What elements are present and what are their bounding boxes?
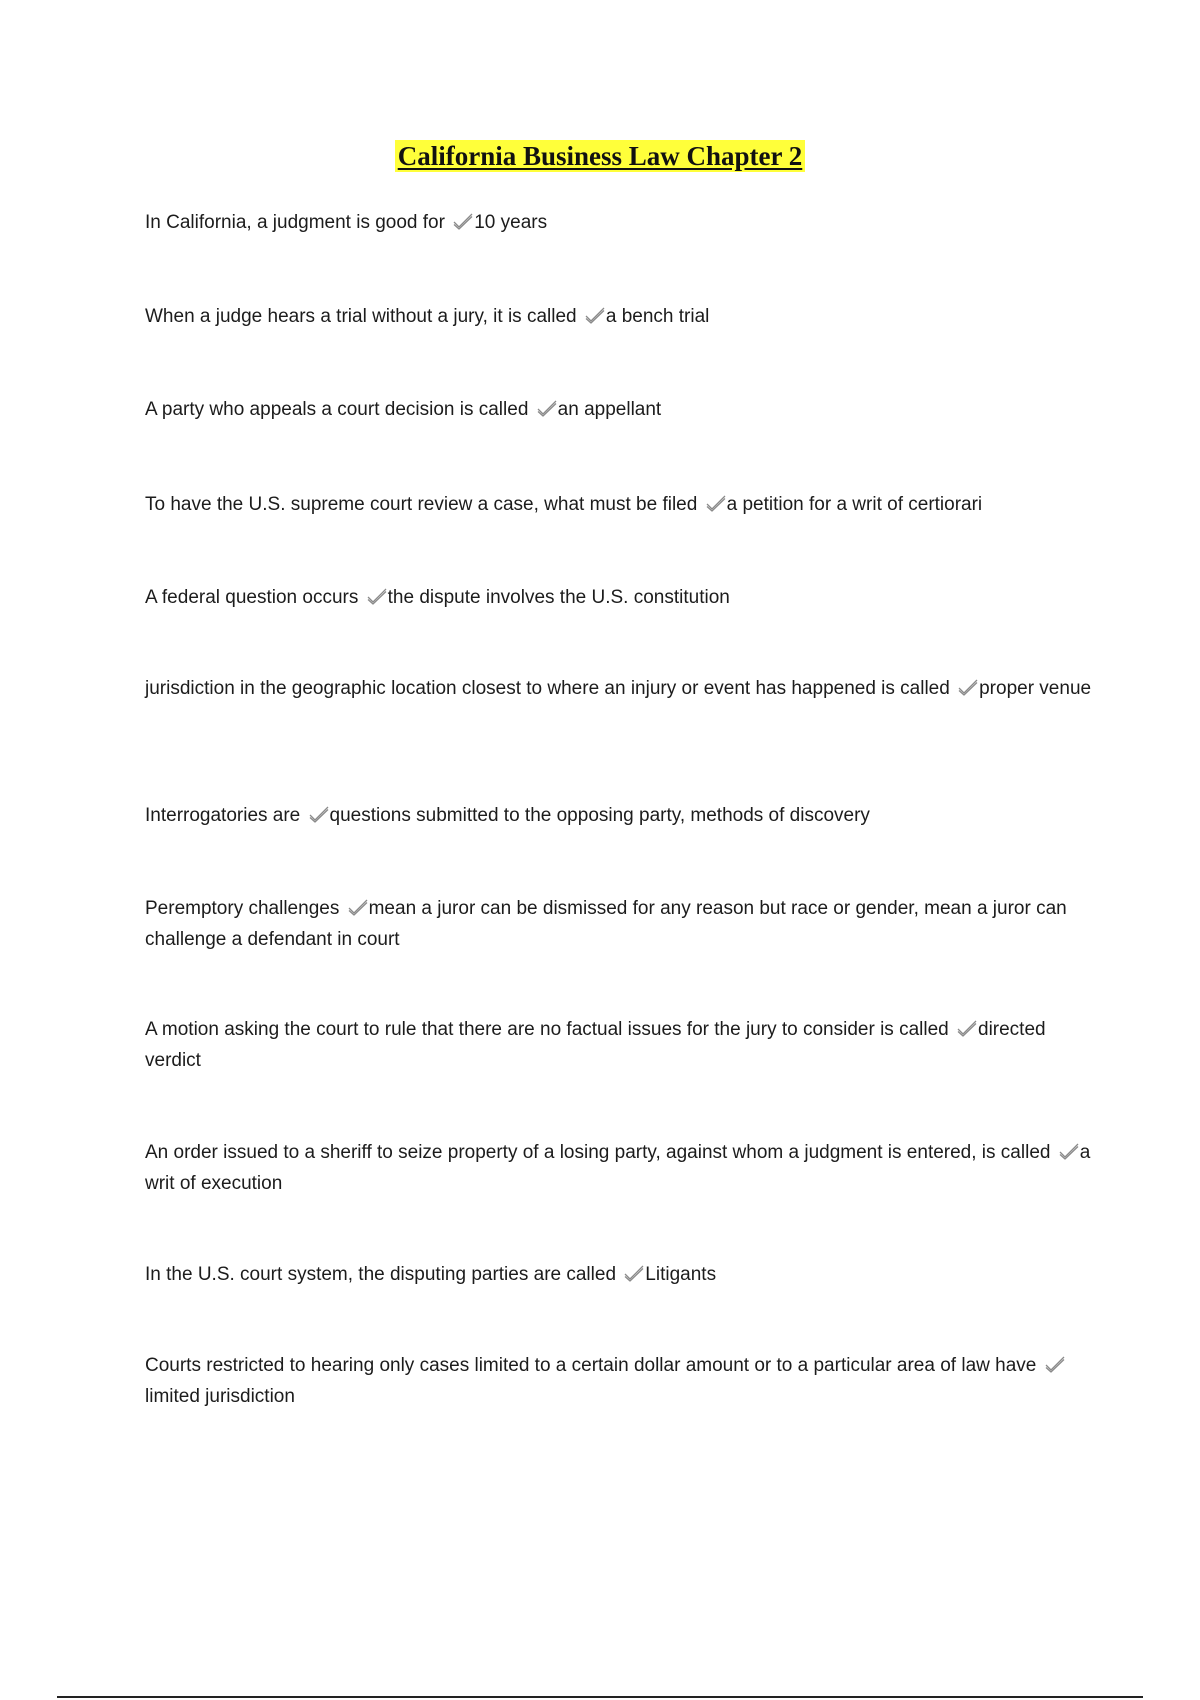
double-check-icon [308,805,330,823]
qa-item [145,800,1095,831]
question-text: jurisdiction in the geographic location closest to where an injury or event has happened is called [145,678,950,699]
question-text: When a judge hears a trial without a jury, it is called [145,306,577,327]
answer-text: a writ of execution [145,1142,1091,1194]
qa-item [145,582,1095,613]
double-check-icon [584,306,606,324]
answer-text: the dispute involves the U.S. constitution [387,587,730,608]
double-check-icon [957,678,979,696]
question-text: Courts restricted to hearing only cases limited to a certain dollar amount or to a particular area of law have [145,1355,1037,1376]
qa-item [145,207,1095,238]
answer-text: mean a juror can be dismissed for any reason but race or gender, mean a juror can challenge a defendant in court [145,898,1067,950]
qa-item [145,1014,1095,1076]
double-check-icon [705,494,727,512]
answer-text: 10 years [474,212,548,233]
question-text: In the U.S. court system, the disputing parties are called [145,1264,617,1285]
question-text: A federal question occurs [145,587,359,608]
double-check-icon [623,1264,645,1282]
title-wrapper [0,140,1200,172]
question-text: To have the U.S. supreme court review a case, what must be filed [145,494,698,515]
double-check-icon [366,587,388,605]
footer-divider [57,1696,1143,1698]
answer-text: questions submitted to the opposing party, methods of discovery [329,805,870,826]
question-text: An order issued to a sheriff to seize property of a losing party, against whom a judgment is entered, is called [145,1142,1051,1163]
answer-text: a bench trial [605,306,710,327]
answer-text: a petition for a writ of certiorari [726,494,983,515]
answer-text: an appellant [557,399,662,420]
document-title: California Business Law Chapter 2 [395,140,806,172]
question-text: Interrogatories are [145,805,301,826]
double-check-icon [347,898,369,916]
question-text: In California, a judgment is good for [145,212,445,233]
qa-item [145,489,1095,520]
qa-item [145,673,1095,704]
double-check-icon [1044,1355,1066,1373]
answer-text: Litigants [645,1264,717,1285]
double-check-icon [956,1019,978,1037]
qa-item [145,893,1095,955]
answer-text: directed verdict [145,1019,1046,1071]
question-text: Peremptory challenges [145,898,340,919]
qa-item [145,1350,1095,1412]
question-text: A party who appeals a court decision is called [145,399,529,420]
qa-item [145,1259,1095,1290]
qa-item [145,301,1095,332]
qa-item [145,394,1095,425]
qa-item [145,1137,1095,1199]
double-check-icon [452,212,474,230]
answer-text: proper venue [979,678,1092,699]
double-check-icon [536,399,558,417]
double-check-icon [1058,1142,1080,1160]
answer-text: limited jurisdiction [145,1386,295,1407]
question-text: A motion asking the court to rule that there are no factual issues for the jury to consider is called [145,1019,949,1040]
